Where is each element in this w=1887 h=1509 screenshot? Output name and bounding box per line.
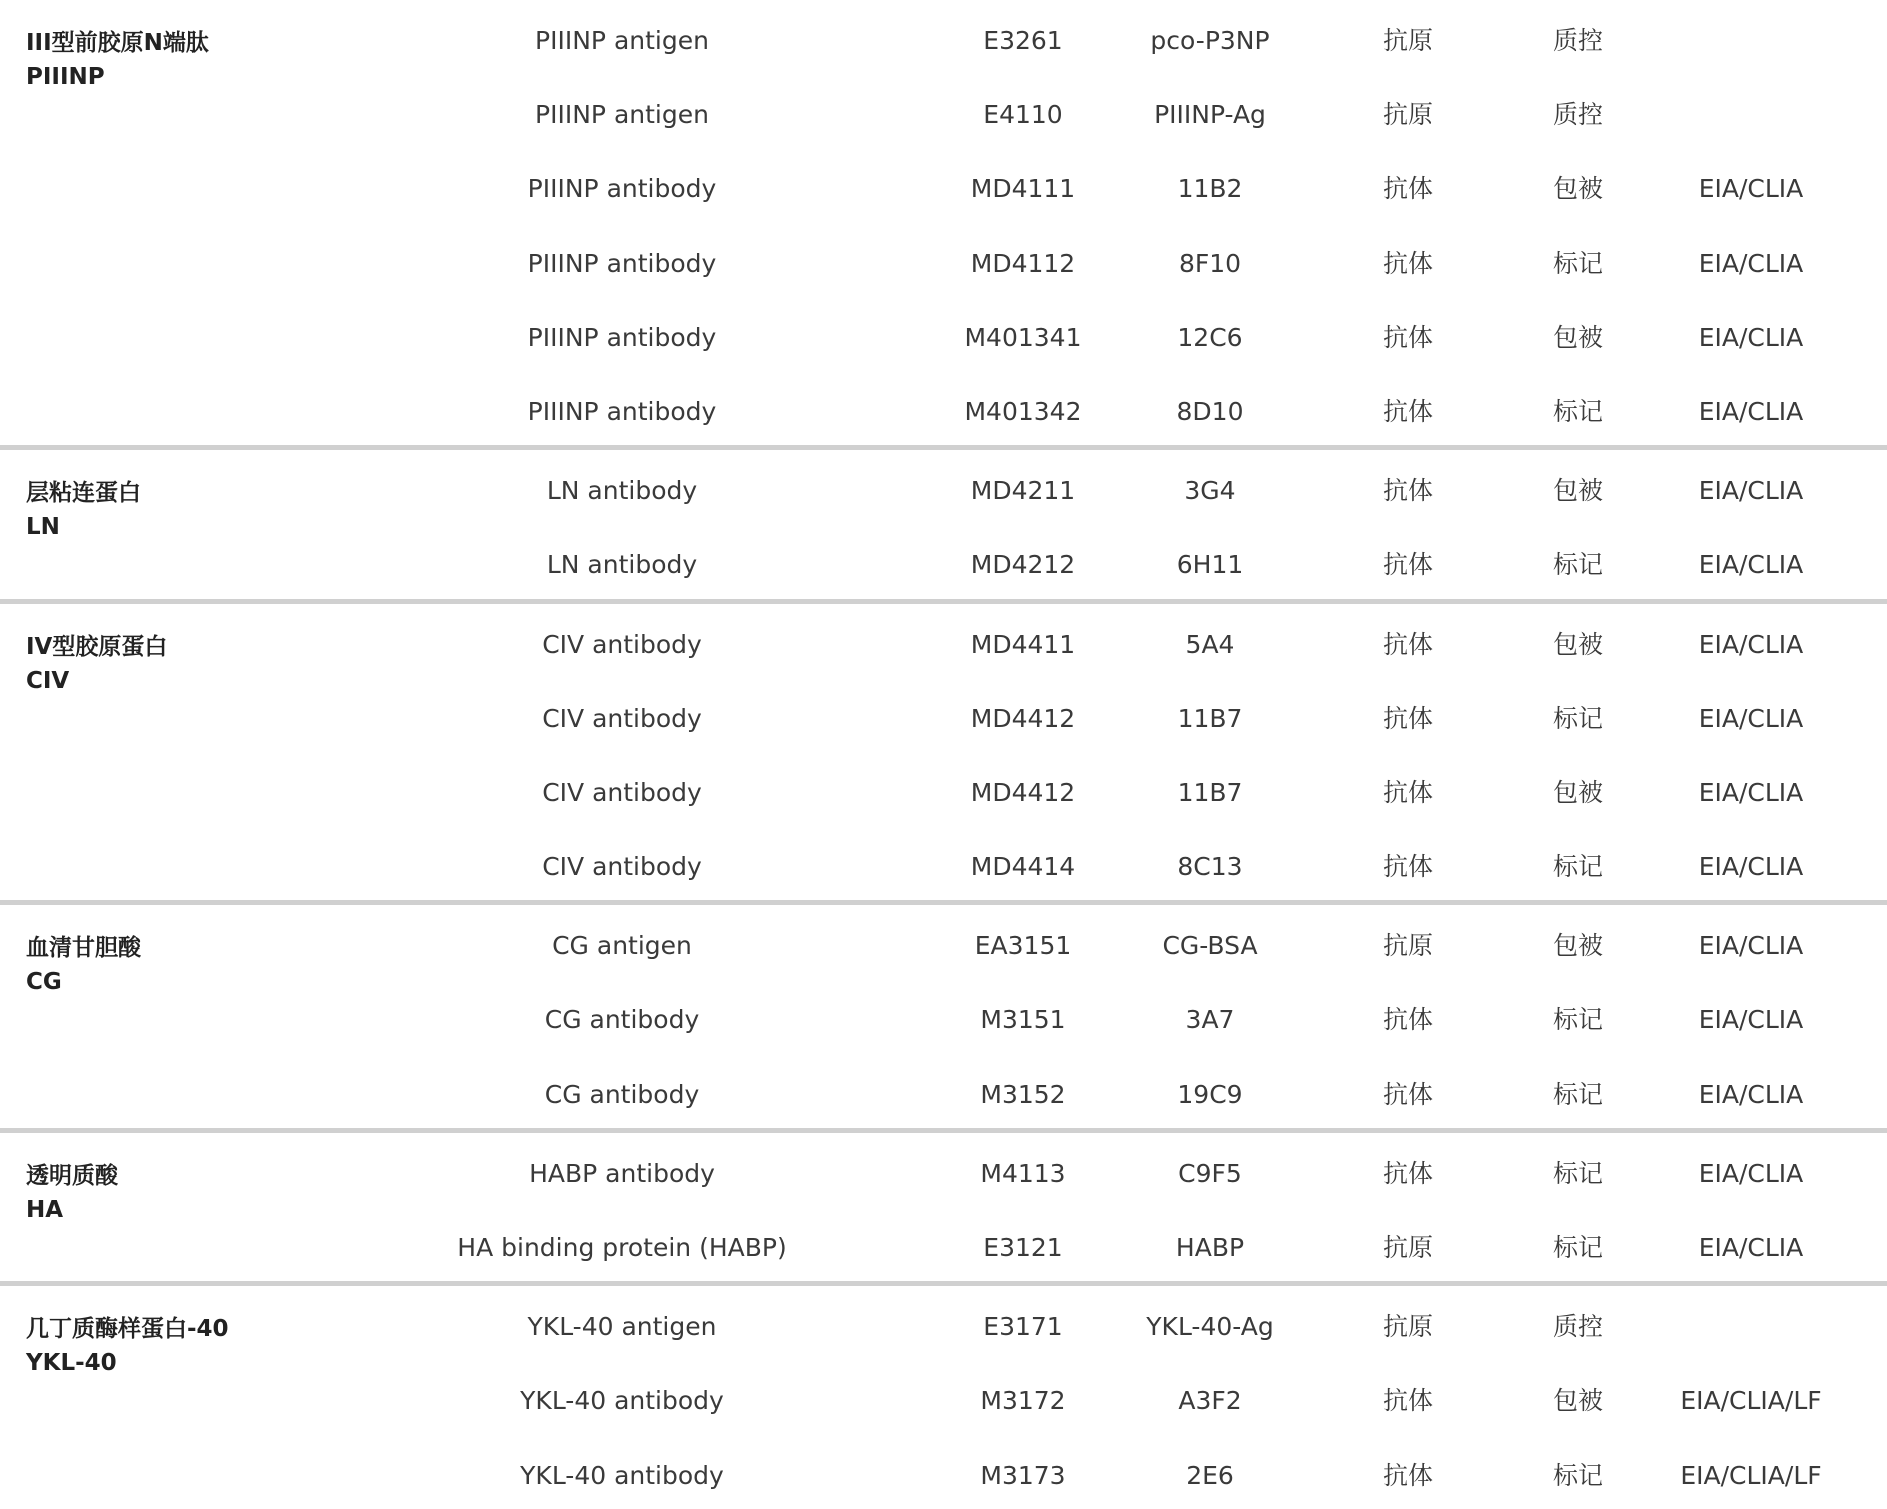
application-cell: EIA/CLIA <box>1698 1005 1804 1035</box>
table-row <box>0 450 1887 524</box>
product-code-cell: M3173 <box>980 1460 1066 1490</box>
usage-cell: 标记 <box>1552 1079 1604 1109</box>
product-code-cell: M3172 <box>980 1386 1066 1416</box>
product-code-cell: EA3151 <box>974 931 1072 961</box>
product-name-cell: LN antibody <box>546 476 698 506</box>
application-cell: EIA/CLIA <box>1698 550 1804 580</box>
product-code-cell: MD4111 <box>970 174 1076 204</box>
application-cell: EIA/CLIA <box>1698 852 1804 882</box>
type-cell: 抗体 <box>1382 322 1434 352</box>
usage-cell: 质控 <box>1552 26 1604 55</box>
group-name-cn: 层粘连蛋白 <box>26 480 141 507</box>
table-row <box>0 1054 1887 1128</box>
product-name-cell: PIIINP antigen <box>535 26 709 55</box>
product-name-cell: CG antigen <box>552 931 692 961</box>
clone-cell: HABP <box>1175 1233 1245 1262</box>
usage-cell: 标记 <box>1552 396 1604 426</box>
table-row <box>0 74 1887 148</box>
product-name-cell: YKL-40 antigen <box>527 1312 717 1342</box>
type-cell: 抗原 <box>1382 1233 1434 1262</box>
type-cell: 抗体 <box>1382 629 1434 659</box>
product-name-cell: CIV antibody <box>542 629 702 659</box>
clone-cell: C9F5 <box>1178 1158 1242 1188</box>
clone-cell: pco-P3NP <box>1150 26 1270 55</box>
product-name-cell: CG antibody <box>544 1005 700 1035</box>
type-cell: 抗体 <box>1382 1386 1434 1416</box>
application-cell: EIA/CLIA <box>1698 777 1804 807</box>
usage-cell: 标记 <box>1552 852 1604 882</box>
group-name-en: PIIINP <box>26 64 105 90</box>
type-cell: 抗体 <box>1382 1158 1434 1188</box>
clone-cell: 5A4 <box>1185 629 1235 659</box>
group-name-en: LN <box>26 514 60 541</box>
clone-cell: 6H11 <box>1176 550 1244 580</box>
product-code-cell: M4113 <box>980 1158 1066 1188</box>
group-name-en: CIV <box>26 667 70 694</box>
clone-cell: PIIINP-Ag <box>1154 100 1266 130</box>
application-cell: EIA/CLIA <box>1698 322 1804 352</box>
usage-cell: 标记 <box>1552 1158 1604 1188</box>
type-cell: 抗原 <box>1382 100 1434 130</box>
type-cell: 抗体 <box>1382 550 1434 580</box>
table-row <box>0 0 1887 74</box>
type-cell: 抗体 <box>1382 396 1434 426</box>
application-cell: EIA/CLIA/LF <box>1680 1460 1822 1490</box>
usage-cell: 标记 <box>1552 550 1604 580</box>
clone-cell: CG-BSA <box>1162 931 1258 961</box>
group-name-cn: 几丁质酶样蛋白-40 <box>26 1316 229 1343</box>
table-group <box>0 450 1887 603</box>
product-name-cell: CG antibody <box>544 1079 700 1109</box>
table-row <box>0 1360 1887 1434</box>
clone-cell: 11B7 <box>1177 703 1243 733</box>
type-cell: 抗原 <box>1382 931 1434 961</box>
clone-cell: 11B7 <box>1177 777 1243 807</box>
type-cell: 抗体 <box>1382 1460 1434 1490</box>
table-row <box>0 1286 1887 1360</box>
usage-cell: 包被 <box>1552 174 1604 204</box>
group-name-en: HA <box>26 1196 64 1223</box>
usage-cell: 标记 <box>1552 1005 1604 1035</box>
product-code-cell: E3171 <box>983 1312 1063 1342</box>
group-name-cn: IV型胶原蛋白 <box>26 633 168 660</box>
usage-cell: 包被 <box>1552 629 1604 659</box>
product-name-cell: CIV antibody <box>542 852 702 882</box>
product-name-cell: YKL-40 antibody <box>520 1386 724 1416</box>
product-code-cell: E4110 <box>983 100 1063 130</box>
table-group <box>0 1133 1887 1286</box>
product-code-cell: MD4411 <box>970 629 1076 659</box>
product-code-cell: E3261 <box>983 26 1063 55</box>
usage-cell: 质控 <box>1552 100 1604 130</box>
usage-cell: 标记 <box>1552 1460 1604 1490</box>
group-name-cn: 透明质酸 <box>26 1162 118 1189</box>
product-code-cell: E3121 <box>983 1233 1063 1262</box>
usage-cell: 包被 <box>1552 777 1604 807</box>
group-name-cn: III型前胶原N端肽 <box>26 30 209 56</box>
table-row <box>0 826 1887 900</box>
usage-cell: 质控 <box>1552 1312 1604 1342</box>
table-row <box>0 1207 1887 1281</box>
clone-cell: 11B2 <box>1177 174 1243 204</box>
application-cell: EIA/CLIA <box>1698 703 1804 733</box>
usage-cell: 标记 <box>1552 1233 1604 1262</box>
product-name-cell: PIIINP antibody <box>527 322 717 352</box>
type-cell: 抗体 <box>1382 476 1434 506</box>
type-cell: 抗体 <box>1382 174 1434 204</box>
application-cell: EIA/CLIA <box>1698 1233 1804 1262</box>
application-cell: EIA/CLIA/LF <box>1680 1386 1822 1416</box>
application-cell: EIA/CLIA <box>1698 476 1804 506</box>
application-cell: EIA/CLIA <box>1698 1158 1804 1188</box>
product-name-cell: HABP antibody <box>529 1158 715 1188</box>
product-name-cell: LN antibody <box>546 550 698 580</box>
product-code-cell: MD4211 <box>970 476 1076 506</box>
type-cell: 抗体 <box>1382 852 1434 882</box>
table-group <box>0 0 1887 450</box>
product-code-cell: MD4414 <box>970 852 1076 882</box>
group-name-en: CG <box>26 969 62 996</box>
product-code-cell: MD4412 <box>970 703 1076 733</box>
product-code-cell: M401342 <box>964 396 1082 426</box>
product-code-cell: M401341 <box>964 322 1082 352</box>
product-name-cell: CIV antibody <box>542 703 702 733</box>
group-name-en: YKL-40 <box>26 1350 117 1377</box>
table-row <box>0 1435 1887 1509</box>
usage-cell: 包被 <box>1552 322 1604 352</box>
type-cell: 抗体 <box>1382 1079 1434 1109</box>
clone-cell: 3G4 <box>1184 476 1236 506</box>
table-group <box>0 905 1887 1133</box>
application-cell: EIA/CLIA <box>1698 248 1804 278</box>
table-row <box>0 371 1887 445</box>
usage-cell: 包被 <box>1552 1386 1604 1416</box>
type-cell: 抗原 <box>1382 26 1434 55</box>
type-cell: 抗体 <box>1382 777 1434 807</box>
type-cell: 抗体 <box>1382 703 1434 733</box>
type-cell: 抗体 <box>1382 248 1434 278</box>
table-row <box>0 905 1887 979</box>
table-row <box>0 678 1887 752</box>
clone-cell: 12C6 <box>1177 322 1243 352</box>
usage-cell: 标记 <box>1552 248 1604 278</box>
product-name-cell: PIIINP antibody <box>527 396 717 426</box>
table-group <box>0 604 1887 906</box>
clone-cell: 19C9 <box>1177 1079 1243 1109</box>
product-name-cell: HA binding protein (HABP) <box>457 1233 787 1262</box>
clone-cell: 8C13 <box>1177 852 1243 882</box>
table-row <box>0 752 1887 826</box>
clone-cell: 8D10 <box>1176 396 1244 426</box>
group-name-cn: 血清甘胆酸 <box>26 935 141 962</box>
type-cell: 抗体 <box>1382 1005 1434 1035</box>
clone-cell: A3F2 <box>1178 1386 1242 1416</box>
clone-cell: 3A7 <box>1185 1005 1235 1035</box>
product-name-cell: CIV antibody <box>542 777 702 807</box>
product-code-cell: M3151 <box>980 1005 1066 1035</box>
application-cell: EIA/CLIA <box>1698 174 1804 204</box>
table-row <box>0 1133 1887 1207</box>
usage-cell: 标记 <box>1552 703 1604 733</box>
product-code-cell: M3152 <box>980 1079 1066 1109</box>
clone-cell: 2E6 <box>1186 1460 1234 1490</box>
table-row <box>0 604 1887 678</box>
table-row <box>0 524 1887 598</box>
product-code-cell: MD4112 <box>970 248 1076 278</box>
product-name-cell: YKL-40 antibody <box>520 1460 724 1490</box>
table-group <box>0 1286 1887 1509</box>
type-cell: 抗原 <box>1382 1312 1434 1342</box>
application-cell: EIA/CLIA <box>1698 629 1804 659</box>
product-name-cell: PIIINP antibody <box>527 174 717 204</box>
table-row <box>0 979 1887 1053</box>
product-name-cell: PIIINP antigen <box>535 100 709 130</box>
clone-cell: 8F10 <box>1178 248 1242 278</box>
table-row <box>0 223 1887 297</box>
table-row <box>0 297 1887 371</box>
application-cell: EIA/CLIA <box>1698 931 1804 961</box>
clone-cell: YKL-40-Ag <box>1146 1312 1274 1342</box>
application-cell: EIA/CLIA <box>1698 396 1804 426</box>
product-code-cell: MD4412 <box>970 777 1076 807</box>
usage-cell: 包被 <box>1552 476 1604 506</box>
usage-cell: 包被 <box>1552 931 1604 961</box>
table-row <box>0 148 1887 222</box>
application-cell: EIA/CLIA <box>1698 1079 1804 1109</box>
product-code-cell: MD4212 <box>970 550 1076 580</box>
product-name-cell: PIIINP antibody <box>527 248 717 278</box>
